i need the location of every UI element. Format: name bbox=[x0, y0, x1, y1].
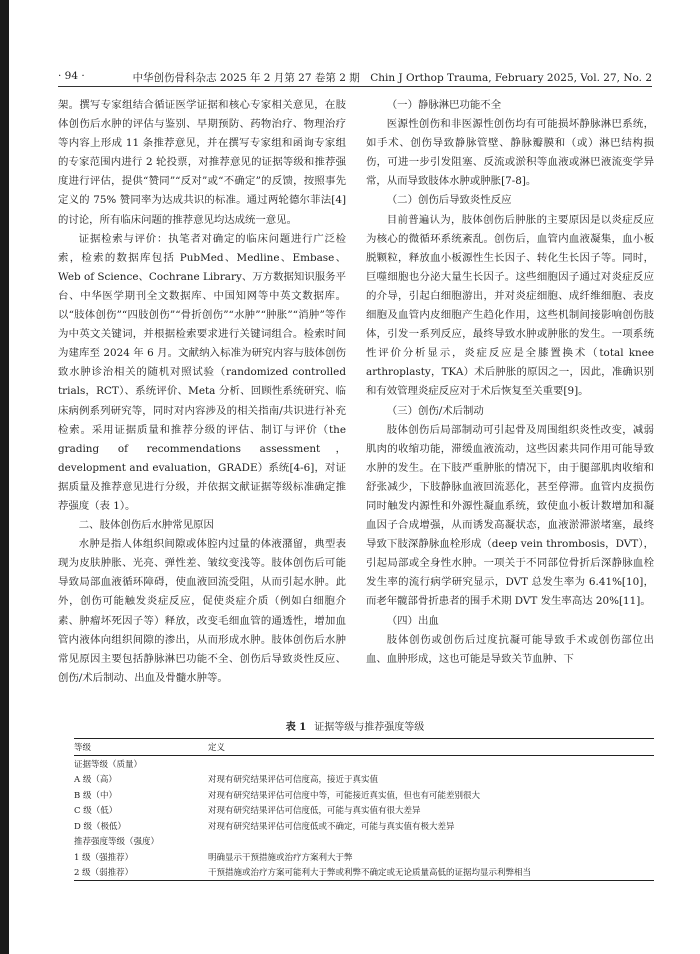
subsection-heading: （一）静脉淋巴功能不全 bbox=[386, 99, 502, 111]
subsection-heading: （四）出血 bbox=[386, 614, 439, 627]
paragraph: 目前普遍认为，肢体创伤后肿胀的主要原因是以炎症反应为核心的微循环系统紊乱。创伤后，血管内血液凝集，血小板脱颗粒，释放血小板源性生长因子、转化生长因子等。同时，巨噬细胞也分泌大量生长因子。这些细胞因子通过对炎症反应的介导，引起白细胞游出，并对炎症细胞、成纤维细胞、表皮细胞及血管内皮细胞产生趋化作用，这些机制间接影响创伤肢体，引发一系列反应，最终导致水肿或肿胀的发生。一项系统性评价分析显示，炎症反应是全膝置换术（total knee arthroplasty，TKA）术后肿胀的原因之一，因此，准确识别和有效管理炎症反应对于术后恢复至关重要[9]。 bbox=[366, 213, 654, 398]
journal-running-head: 中华创伤骨科杂志 2025 年 2 月第 27 卷第 2 期 Chin J Orthop Trauma, February 2025, Vol. 27, No. 2 bbox=[132, 72, 652, 84]
table-label: 表 1 bbox=[285, 722, 307, 733]
grade-cell: A 级（高） bbox=[74, 775, 117, 786]
definition-cell bbox=[208, 756, 654, 772]
grade-cell: C 级（低） bbox=[74, 806, 118, 817]
definition-cell: 对现有研究结果评估可信度低，可能与真实值有很大差异 bbox=[208, 806, 421, 817]
definition-cell: 对现有研究结果评估可信度高，接近于真实值 bbox=[208, 775, 379, 786]
grade-group-label: 推荐强度等级（强度） bbox=[74, 837, 160, 848]
evidence-grade-table bbox=[74, 738, 654, 881]
table-title: 证据等级与推荐强度等级 bbox=[314, 722, 425, 733]
definition-cell: 干预措施或治疗方案可能利大于弊或利弊不确定或无论质量高低的证据均显示利弊相当 bbox=[208, 865, 654, 881]
definition-cell bbox=[208, 834, 654, 850]
grade-cell: 1 级（强推荐） bbox=[74, 852, 134, 863]
subsection-heading: （三）创伤/术后制动 bbox=[386, 404, 484, 417]
right-column bbox=[366, 96, 654, 669]
table-row bbox=[74, 803, 654, 819]
paragraph: 肢体创伤后局部制动可引起骨及周围组织炎性改变，减弱肌肉的收缩功能，滞缓血液流动，这些因素共同作用可能导致水肿的发生。在下肢严重肿胀的情况下，由于腿部肌肉收缩和舒张减少，下肢静脉血液回流恶化，甚至停滞。血管内皮损伤同时触发内源性和外源性凝血系统，致使血小板计数增加和凝血因子合成增强，从而诱发高凝状态，血液淤滞淤堵塞，最终导致下肢深静脉血栓形成（deep vein thrombosis，DVT），引起局部或全身性水肿。一项关于不同部位骨折后深静脉血栓发生率的流行病学研究显示，DVT 总发生率为 6.41%[10]，而老年髋部骨折患者的围手术期 DVT 发生率高达 20%[11]。 bbox=[366, 423, 654, 608]
header-rule bbox=[58, 86, 652, 87]
section-heading: 二、肢体创伤后水肿常见原因 bbox=[78, 519, 214, 532]
left-column bbox=[58, 96, 346, 688]
grade-cell: D 级（极低） bbox=[74, 821, 127, 832]
page-header bbox=[58, 68, 652, 86]
table-row bbox=[74, 787, 654, 803]
page-number: · 94 · bbox=[58, 70, 85, 82]
table-row bbox=[74, 818, 654, 834]
table-header-row bbox=[74, 739, 654, 756]
paragraph: 证据检索与评价：执笔者对确定的临床问题进行广泛检索，检索的数据库包括 PubMed、Medline、Embase、Web of Science、Cochrane Library、万方数据知识服务平台、中华医学期刊全文数据库、中国知网等中英文数据库。以“肢体创伤”“四肢创伤”“骨折创伤”“水肿”“肿胀”“消肿”等作为中英文关键词，并根据检索要求进行关键词组合。检索时间为建库至 2024 年 6 月。文献纳入标准为研究内容与肢体创伤致水肿诊治相关的随机对照试验（randomized controlled trials，RCT）、系统评价、Meta 分析、回顾性系统研究、临床病例系列研究等，同时对内容涉及的相关指南/共识进行补充检索。采用证据质量和推荐分级的评估、制订与评价（the grading of recommendations assessment，development and evaluation，GRADE）系统[4-6]，对证据质量及推荐意见进行分级，并依据文献证据等级标准确定推荐强度（表 1）。 bbox=[58, 232, 346, 512]
page-edge-strip bbox=[0, 0, 9, 954]
table-row bbox=[74, 834, 654, 850]
paragraph: 架。撰写专家组结合循证医学证据和核心专家相关意见，在肢体创伤后水肿的评估与鉴别、早期预防、药物治疗、物理治疗等内容上形成 11 条推荐意见，并在撰写专家组和函询专家组的专家范围内进行 2 轮投票，对推荐意见的证据等级和推荐强度进行评估，提供“赞同”“反对”或“不确定”的反馈，按照事先定义的 75% 赞同率为达成共识的标准。通过两轮德尔菲法[4]的讨论，所有临床问题的推荐意见均达成统一意见。 bbox=[58, 99, 346, 226]
table-row bbox=[74, 772, 654, 788]
paragraph: 医源性创伤和非医源性创伤均有可能损坏静脉淋巴系统，如手术、创伤导致静脉管壁、静脉瓣膜和（或）淋巴结构损伤，可进一步引发阻塞、反流或淤积等血液或淋巴液流变学异常，从而导致肢体水肿或肿胀[7-8]。 bbox=[366, 118, 654, 188]
table-row bbox=[74, 756, 654, 772]
definition-cell: 明确显示干预措施或治疗方案利大于弊 bbox=[208, 852, 353, 863]
subsection-heading: （二）创伤后导致炎性反应 bbox=[386, 194, 512, 207]
definition-cell: 对现有研究结果评估可信度中等，可能接近真实值，但也有可能差别很大 bbox=[208, 790, 481, 801]
grade-group-label: 证据等级（质量） bbox=[74, 759, 143, 770]
table-row bbox=[74, 865, 654, 881]
table-caption bbox=[58, 718, 652, 733]
paragraph: 肢体创伤或创伤后过度抗凝可能导致手术或创伤部位出血、血肿形成，这也可能是导致关节血肿、下 bbox=[366, 633, 654, 665]
grade-cell: B 级（中） bbox=[74, 790, 117, 801]
table-row bbox=[74, 849, 654, 865]
column-header-definition: 定义 bbox=[208, 739, 654, 756]
definition-cell: 对现有研究结果评估可信度低或不确定，可能与真实值有极大差异 bbox=[208, 821, 455, 832]
paragraph: 水肿是指人体组织间隙或体腔内过量的体液潴留，典型表现为皮肤肿胀、光亮、弹性差、皱纹变浅等。肢体创伤后可能导致局部血液循环障碍，使血液回流受阻，从而引起水肿。此外，创伤可能触发炎症反应，促使炎症介质（例如白细胞介素、肿瘤坏死因子等）释放，改变毛细血管的通透性，增加血管内液体向组织间隙的渗出，从而形成水肿。肢体创伤后水肿常见原因主要包括静脉淋巴功能不全、创伤后导致炎性反应、创伤/术后制动、出血及骨髓水肿等。 bbox=[58, 538, 346, 684]
column-header-grade: 等级 bbox=[74, 739, 208, 756]
grade-cell: 2 级（弱推荐） bbox=[74, 865, 208, 881]
